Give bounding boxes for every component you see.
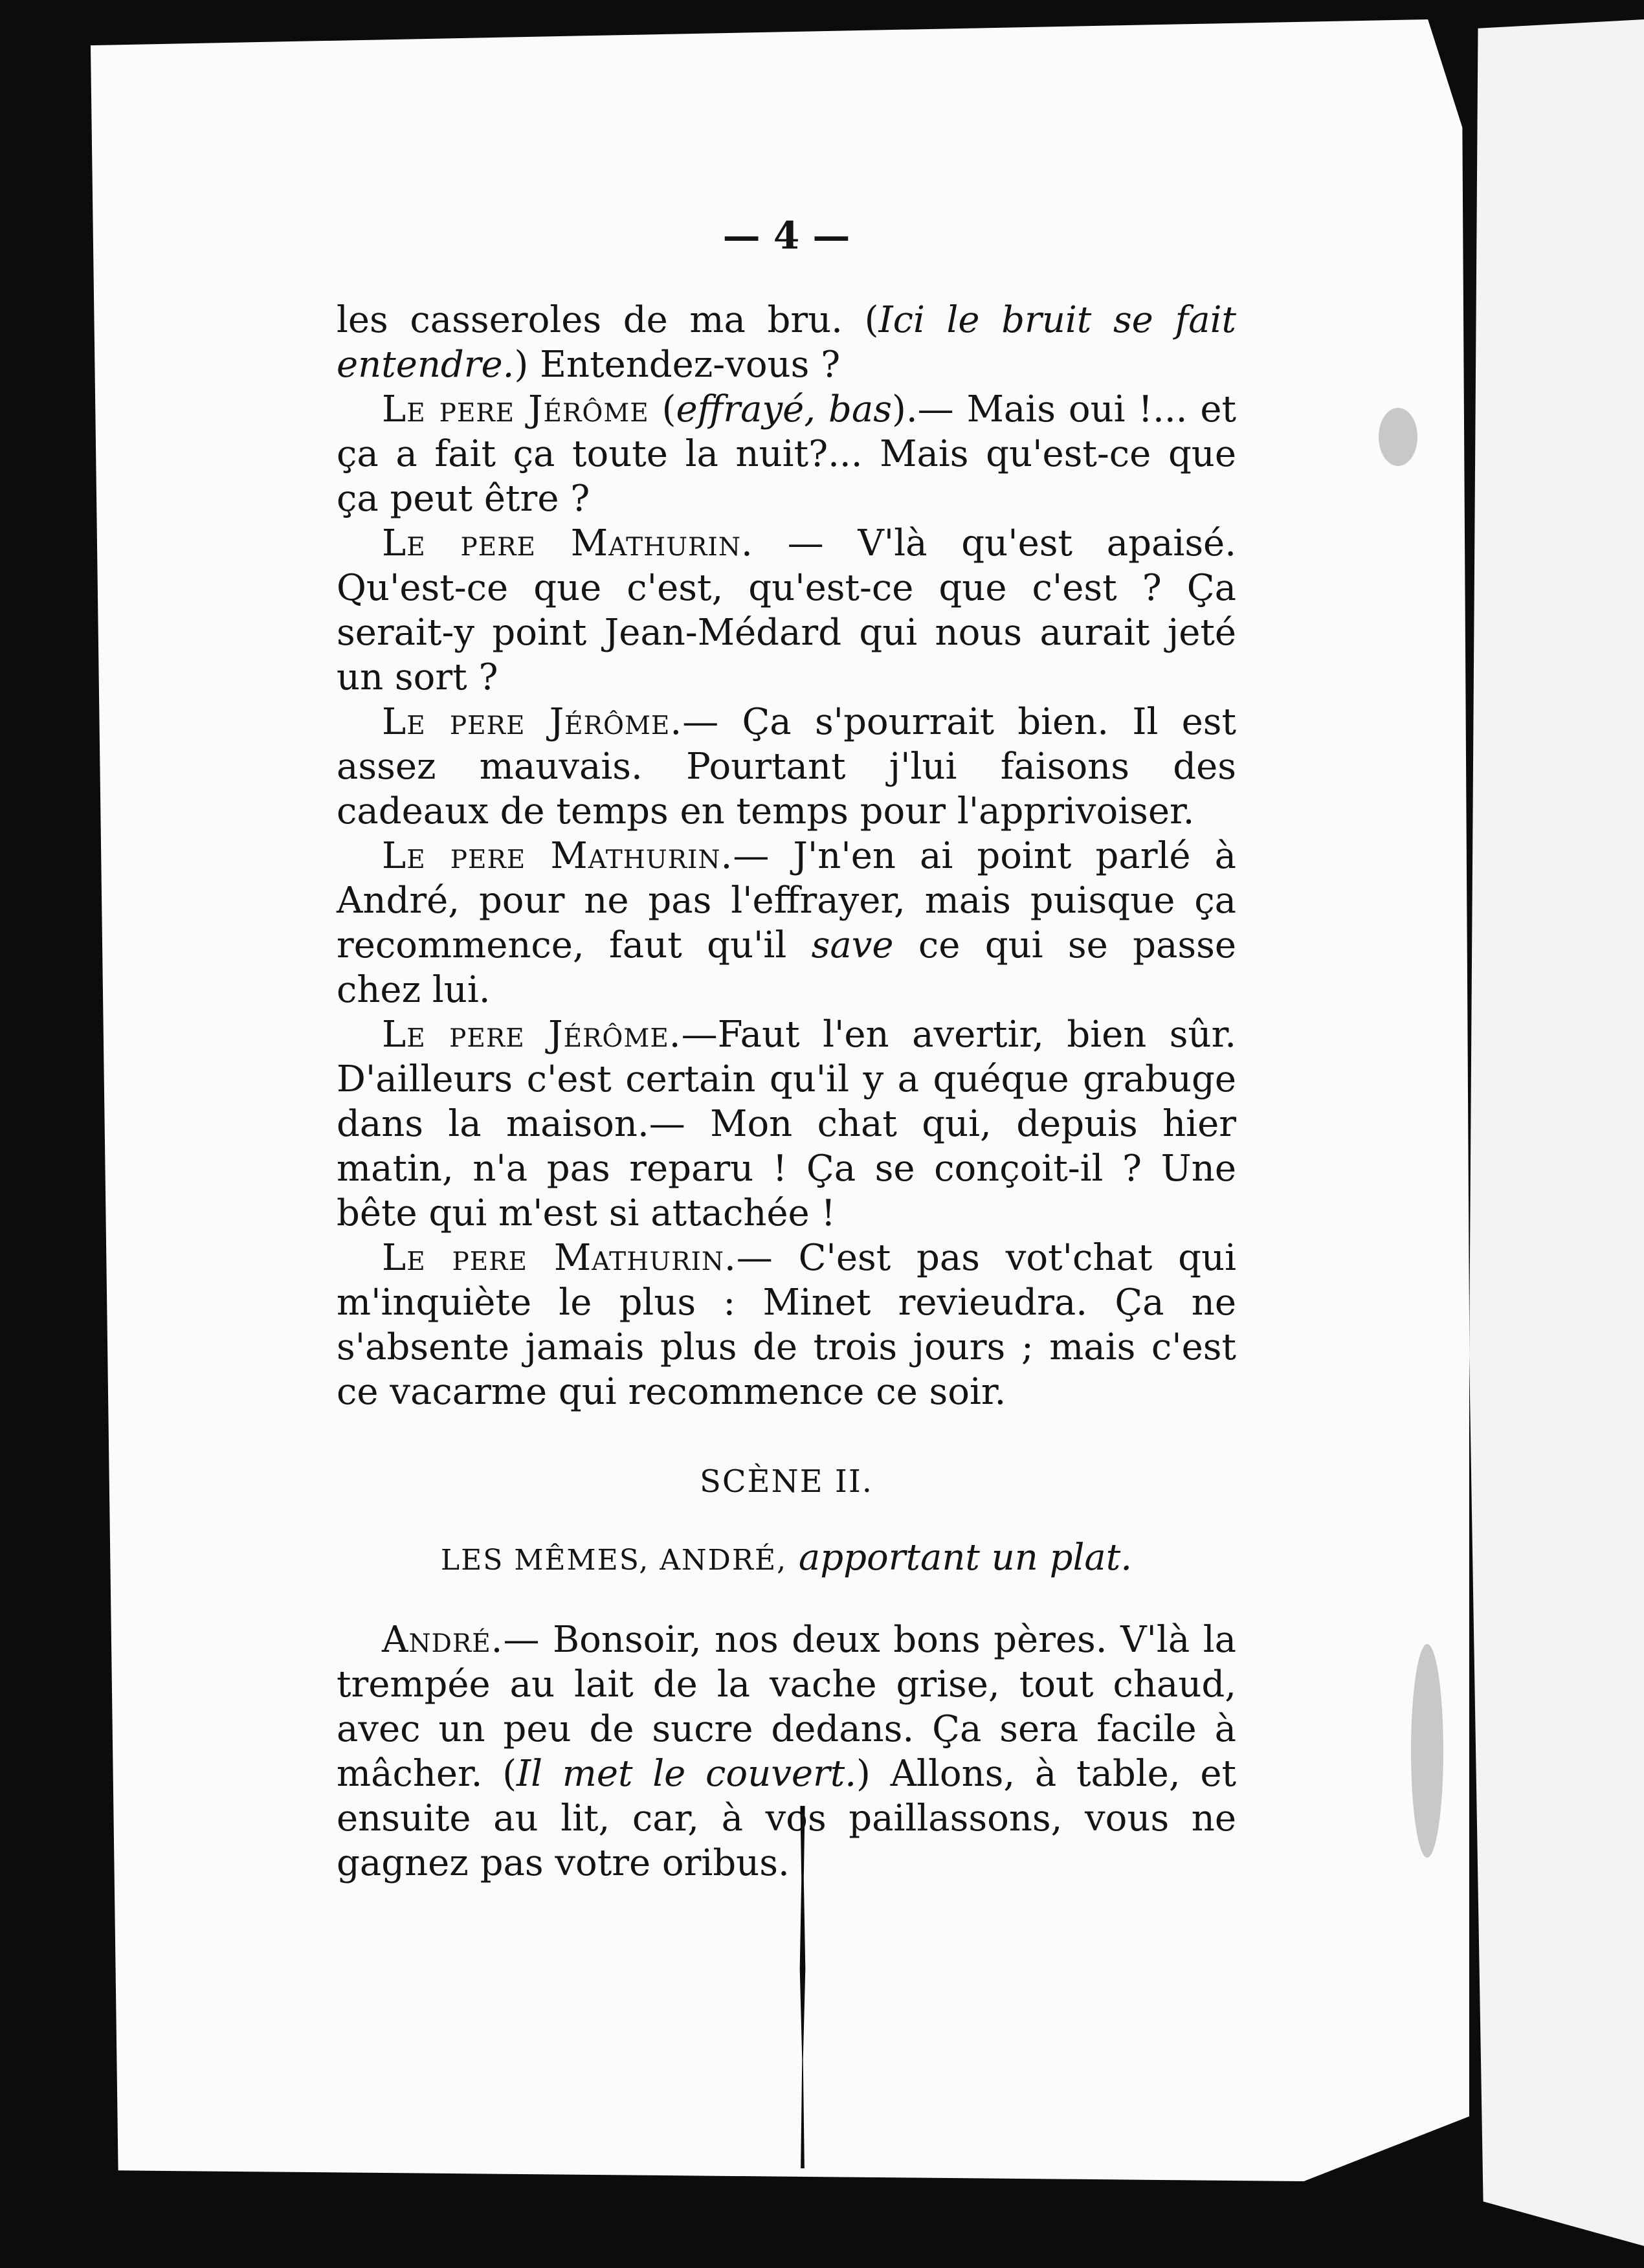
dialogue-text: ).— Mais oui !... et ça a fait ça toute la nuit?... Mais qu'est-ce que ça peut être ? [337, 388, 1237, 520]
dialogue-text: ) Allons, à table, et ensuite au lit, car, à vos paillassons, vous ne gagnez pas votre oribus. [337, 1753, 1236, 1884]
speaker-name: Le pere Mathurin. [382, 522, 753, 564]
dialogue-paragraph [337, 298, 1236, 387]
dialogue-paragraph [337, 834, 1236, 1012]
speaker-name: André. [382, 1619, 504, 1661]
stage-direction: effrayé, bas [676, 388, 892, 430]
dialogue-paragraph [337, 1236, 1236, 1414]
closing-paragraph [337, 1618, 1236, 1885]
stage-direction: Ici le bruit se fait entendre. [337, 299, 1236, 386]
body-text [337, 298, 1236, 1885]
dialogue-paragraph [337, 387, 1236, 521]
scene-title: SCÈNE II. [699, 1463, 874, 1500]
dialogue-text: — C'est pas vot'chat qui m'inquiète le plus : Minet revieudra. Ça ne s'absente jamais plus de trois jours ; mais c'est ce vacarme qui recommence ce soir. [337, 1237, 1236, 1413]
speaker-name: Le pere Mathurin. [382, 835, 733, 877]
speaker-name: Le pere Jérôme [382, 388, 649, 430]
speaker-name: Le pere Mathurin. [382, 1237, 737, 1279]
dialogue-text: — V'là qu'est apaisé. Qu'est-ce que c'est, qu'est-ce que c'est ? Ça serait-y point Jean-Médard qui nous aurait jeté un sort ? [337, 522, 1236, 698]
speaker-name: Le pere Jérôme. [382, 701, 683, 743]
dialogue-text: ce qui se passe chez lui. [337, 924, 1236, 1011]
scene-cast-action: apportant un plat. [798, 1537, 1133, 1579]
dialogue-paragraph [337, 1012, 1236, 1236]
closing-paragraph-container [337, 1618, 1236, 1885]
bleed-through-mark [1411, 1644, 1443, 1858]
page-number: — 4 — [722, 214, 850, 258]
dialogue-text: — J'n'en ai point parlé à André, pour ne pas l'effrayer, mais puisque ça recommence, faut qu'il [337, 835, 1237, 966]
dialogue-paragraphs [337, 298, 1236, 1414]
bleed-through-mark [1379, 408, 1417, 466]
speaker-name: Le pere Jérôme. [382, 1014, 682, 1056]
dialogue-paragraph [337, 521, 1236, 700]
dialogue-text: les casseroles de ma bru. ( [337, 299, 879, 341]
adjacent-page-edge [1469, 19, 1644, 2246]
scene-cast [337, 1535, 1236, 1583]
dialogue-text: ( [649, 388, 676, 430]
dialogue-text: — Ça s'pourrait bien. Il est assez mauvais. Pourtant j'lui faisons des cadeaux de temps en temps pour l'apprivoiser. [337, 701, 1236, 832]
dialogue-text: — Bonsoir, nos deux bons pères. V'là la trempée au lait de la vache grise, tout chaud, avec un peu de sucre dedans. Ça sera facile à mâcher. ( [337, 1619, 1236, 1795]
stage-direction: save [811, 924, 894, 966]
dialogue-text: ) Entendez-vous ? [514, 344, 841, 386]
dialogue-text: —Faut l'en avertir, bien sûr. D'ailleurs c'est certain qu'il y a quéque grabuge dans la maison.— Mon chat qui, depuis hier matin, n'a pas reparu ! Ça se conçoit-il ? Une bête qui m'est si attachée ! [337, 1014, 1237, 1234]
dialogue-paragraph [337, 700, 1236, 834]
stage-direction: Il met le couvert. [517, 1753, 857, 1795]
scene-cast-names: LES MÊMES, ANDRÉ, [440, 1544, 788, 1577]
